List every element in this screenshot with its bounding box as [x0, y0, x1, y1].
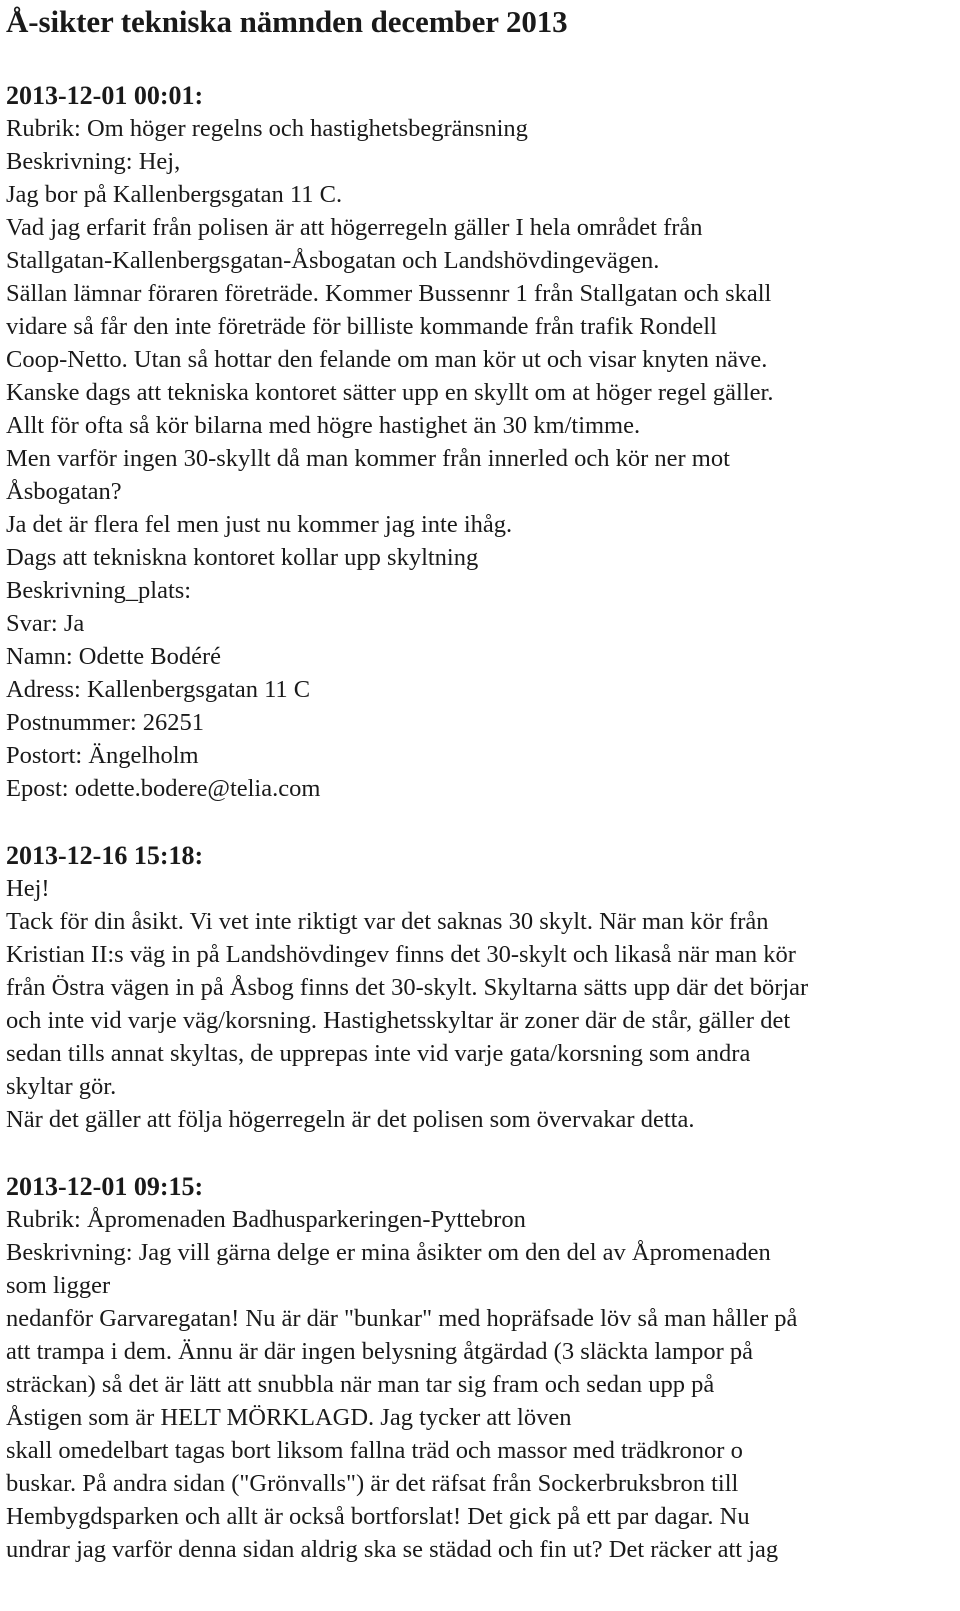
entry-2013-12-16-1518: [6, 839, 954, 1136]
entry-line: skall omedelbart tagas bort liksom fallna träd och massor med trädkronor o: [6, 1437, 743, 1464]
entry-line: Allt för ofta så kör bilarna med högre hastighet än 30 km/timme.: [6, 412, 641, 439]
entry-line: Hembygdsparken och allt är också bortforslat! Det gick på ett par dagar. Nu: [6, 1503, 750, 1530]
entry-line: Rubrik: Om höger regelns och hastighetsbegränsning: [6, 115, 528, 142]
entry-line: sträckan) så det är lätt att snubbla när man tar sig fram och sedan upp på: [6, 1371, 715, 1398]
entry-line: Coop-Netto. Utan så hottar den felande om man kör ut och visar knyten näve.: [6, 346, 768, 373]
entry-line: Men varför ingen 30-skyllt då man kommer från innerled och kör ner mot: [6, 445, 730, 472]
entry-line: Adress: Kallenbergsgatan 11 C: [6, 676, 311, 703]
entry-line: undrar jag varför denna sidan aldrig ska se städad och fin ut? Det räcker att jag: [6, 1536, 779, 1563]
entry-line: Epost: odette.bodere@telia.com: [6, 775, 321, 802]
entry-line: vidare så får den inte företräde för billiste kommande från trafik Rondell: [6, 313, 717, 340]
document-page: [6, 0, 954, 1566]
entry-line: Dags att tekniskna kontoret kollar upp skyltning: [6, 544, 479, 571]
entry-timestamp: 2013-12-16 15:18:: [6, 841, 204, 870]
entry-line: från Östra vägen in på Åsbog finns det 30-skylt. Skyltarna sätts upp där det börjar: [6, 974, 809, 1001]
entry-line: och inte vid varje väg/korsning. Hastighetsskyltar är zoner där de står, gäller det: [6, 1007, 791, 1034]
entry-line: Ja det är flera fel men just nu kommer jag inte ihåg.: [6, 511, 513, 538]
entry-2013-12-01-0001: [6, 79, 954, 805]
entry-line: sedan tills annat skyltas, de upprepas inte vid varje gata/korsning som andra: [6, 1040, 751, 1067]
entry-line: Hej!: [6, 875, 50, 902]
entry-line: Tack för din åsikt. Vi vet inte riktigt var det saknas 30 skylt. När man kör från: [6, 908, 769, 935]
entry-line: Postort: Ängelholm: [6, 742, 199, 769]
entry-line: Namn: Odette Bodéré: [6, 643, 221, 670]
entry-line: skyltar gör.: [6, 1073, 117, 1100]
entry-line: Vad jag erfarit från polisen är att högerregeln gäller I hela området från: [6, 214, 703, 241]
entry-line: När det gäller att följa högerregeln är det polisen som övervakar detta.: [6, 1106, 695, 1133]
entry-line: Beskrivning_plats:: [6, 577, 192, 604]
entry-line: Beskrivning: Hej,: [6, 148, 181, 175]
entry-line: att trampa i dem. Ännu är där ingen belysning åtgärdad (3 släckta lampor på: [6, 1338, 753, 1365]
entry-line: Kristian II:s väg in på Landshövdingev finns det 30-skylt och likaså när man kör: [6, 941, 796, 968]
entry-line: Jag bor på Kallenbergsgatan 11 C.: [6, 181, 343, 208]
entry-line: som ligger: [6, 1272, 111, 1299]
entry-line: Sällan lämnar föraren företräde. Kommer Bussennr 1 från Stallgatan och skall: [6, 280, 772, 307]
entry-timestamp: 2013-12-01 09:15:: [6, 1172, 204, 1201]
entry-line: nedanför Garvaregatan! Nu är där "bunkar" med hopräfsade löv så man håller på: [6, 1305, 798, 1332]
entry-line: Svar: Ja: [6, 610, 85, 637]
entry-line: Åsbogatan?: [6, 478, 122, 505]
entry-line: Åstigen som är HELT MÖRKLAGD. Jag tycker att löven: [6, 1404, 572, 1431]
entry-line: Beskrivning: Jag vill gärna delge er mina åsikter om den del av Åpromenaden: [6, 1239, 771, 1266]
entry-line: Postnummer: 26251: [6, 709, 205, 736]
entry-2013-12-01-0915: [6, 1170, 954, 1566]
entry-line: Stallgatan-Kallenbergsgatan-Åsbogatan och Landshövdingevägen.: [6, 247, 660, 274]
document-title: Å-sikter tekniska nämnden december 2013: [6, 4, 568, 39]
entry-timestamp: 2013-12-01 00:01:: [6, 81, 204, 110]
entry-line: Kanske dags att tekniska kontoret sätter upp en skyllt om at höger regel gäller.: [6, 379, 774, 406]
entry-line: buskar. På andra sidan ("Grönvalls") är det räfsat från Sockerbruksbron till: [6, 1470, 739, 1497]
entry-line: Rubrik: Åpromenaden Badhusparkeringen-Pyttebron: [6, 1206, 526, 1233]
